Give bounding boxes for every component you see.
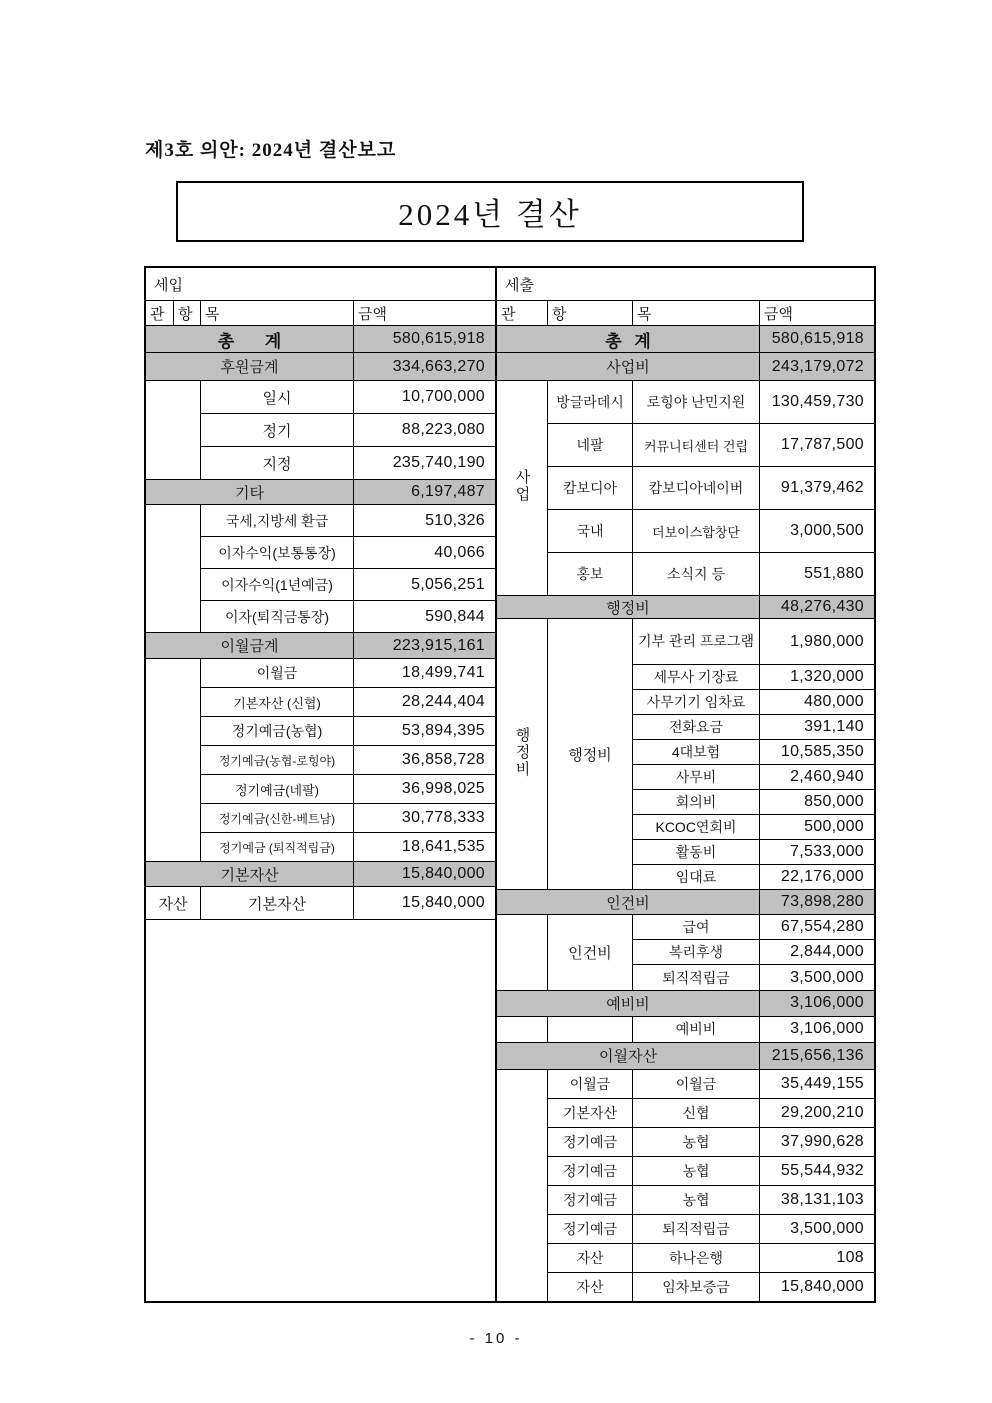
cell-amount: 10,700,000 [354,381,496,414]
cell-amount: 1,320,000 [760,665,875,690]
income-column-header-row [146,301,496,326]
cell-amount: 590,844 [354,601,496,633]
cell-amount: 55,544,932 [760,1156,875,1185]
cell-mok: 하나은행 [633,1243,760,1272]
cell-mok: 국세,지방세 환급 [201,505,354,537]
col-header-mok: 목 [633,301,760,326]
cell-amount: 88,223,080 [354,414,496,447]
cell-amount: 130,459,730 [760,381,875,424]
cell-mok: KCOC연회비 [633,815,760,840]
expense-subtotal-row [497,353,875,381]
empty-cell [146,659,201,862]
cell-amount: 37,990,628 [760,1127,875,1156]
col-header-mok: 목 [201,301,354,326]
cell-amount: 53,894,395 [354,717,496,746]
table-row [146,381,496,414]
cell-hang: 정기예금 [548,1214,633,1243]
cell-amount: 35,449,155 [760,1069,875,1098]
subtotal-label: 행정비 [497,596,760,619]
cell-amount: 850,000 [760,790,875,815]
expense-section-label: 세출 [497,268,875,301]
expense-table [496,267,875,1302]
cell-mok: 이자수익(1년예금) [201,569,354,601]
cell-mok: 이월금 [633,1069,760,1098]
col-header-hang: 항 [548,301,633,326]
cell-gwan-vertical [497,381,548,596]
filler-row [146,920,496,1302]
page-title: 2024년 결산 [398,197,582,232]
cell-hang: 이월금 [548,1069,633,1098]
cell-mok: 예비비 [633,1016,760,1042]
cell-mok: 사무비 [633,765,760,790]
table-row [497,510,875,553]
table-row [497,1127,875,1156]
table-row [497,1069,875,1098]
cell-mok: 정기예금(네팔) [201,775,354,804]
table-row [497,467,875,510]
subtotal-amount: 243,179,072 [760,353,875,381]
cell-amount: 29,200,210 [760,1098,875,1127]
cell-amount: 30,778,333 [354,804,496,833]
cell-amount: 5,056,251 [354,569,496,601]
total-label: 총 계 [497,326,760,353]
expense-subtotal-row [497,991,875,1016]
cell-amount: 3,106,000 [760,1016,875,1042]
col-header-amount: 금액 [760,301,875,326]
total-amount: 580,615,918 [760,326,875,353]
expense-total-row [497,326,875,353]
cell-hang: 정기예금 [548,1156,633,1185]
cell-amount: 40,066 [354,537,496,569]
cell-hang: 자산 [548,1272,633,1301]
cell-mok: 정기예금(농협) [201,717,354,746]
cell-mok: 4대보험 [633,740,760,765]
expense-column-header-row [497,301,875,326]
cell-mok: 농협 [633,1127,760,1156]
table-row [497,1156,875,1185]
cell-hang: 자산 [548,1243,633,1272]
cell-amount: 36,858,728 [354,746,496,775]
table-row [497,381,875,424]
cell-amount: 2,460,940 [760,765,875,790]
cell-hang: 기본자산 [548,1098,633,1127]
col-header-hang: 항 [174,301,201,326]
col-header-gwan: 관 [497,301,548,326]
subtotal-amount: 6,197,487 [354,480,496,505]
cell-mok: 일시 [201,381,354,414]
empty-cell [146,505,201,633]
cell-amount: 28,244,404 [354,688,496,717]
subtotal-amount: 3,106,000 [760,991,875,1016]
subtotal-amount: 48,276,430 [760,596,875,619]
cell-amount: 3,000,500 [760,510,875,553]
cell-mok: 이월금 [201,659,354,688]
cell-mok: 캄보디아네이버 [633,467,760,510]
cell-mok: 농협 [633,1156,760,1185]
cell-mok: 더보이스합창단 [633,510,760,553]
gwan-label: 행정비 [513,726,531,778]
subtotal-amount: 334,663,270 [354,353,496,381]
cell-hang: 캄보디아 [548,467,633,510]
cell-mok: 소식지 등 [633,553,760,596]
cell-amount: 7,533,000 [760,840,875,865]
cell-amount: 18,641,535 [354,833,496,862]
page-number: - 10 - [469,1330,523,1347]
cell-amount: 10,585,350 [760,740,875,765]
subtotal-amount: 215,656,136 [760,1042,875,1069]
cell-mok: 복리후생 [633,940,760,965]
subtotal-label: 기타 [146,480,354,505]
income-subtotal-row [146,633,496,659]
cell-mok: 기본자산 (신협) [201,688,354,717]
table-row [146,659,496,688]
cell-amount: 17,787,500 [760,424,875,467]
total-amount: 580,615,918 [354,326,496,353]
table-row [497,1098,875,1127]
cell-mok: 퇴직적립금 [633,1214,760,1243]
income-section-label: 세입 [146,268,496,301]
income-subtotal-row [146,480,496,505]
cell-amount: 1,980,000 [760,619,875,665]
empty-cell [548,1016,633,1042]
subtotal-label: 인건비 [497,890,760,915]
cell-amount: 15,840,000 [354,887,496,920]
table-row [497,424,875,467]
table-row [497,1214,875,1243]
cell-mok: 기본자산 [201,887,354,920]
cell-amount: 3,500,000 [760,965,875,991]
cell-mok: 지정 [201,447,354,480]
expense-subtotal-row [497,596,875,619]
cell-amount: 22,176,000 [760,865,875,890]
income-section-row [146,268,496,301]
cell-mok: 세무사 기장료 [633,665,760,690]
cell-mok: 활동비 [633,840,760,865]
table-row [497,1016,875,1042]
cell-amount: 91,379,462 [760,467,875,510]
cell-mok: 퇴직적립금 [633,965,760,991]
title-box [176,181,804,242]
table-row [497,915,875,940]
cell-amount: 67,554,280 [760,915,875,940]
cell-mok: 정기예금(농협-로힝야) [201,746,354,775]
cell-mok: 이자수익(보통통장) [201,537,354,569]
income-table [145,267,496,1302]
cell-mok: 사무기기 임차료 [633,690,760,715]
subtotal-label: 사업비 [497,353,760,381]
empty-cell [497,915,548,991]
cell-amount: 3,500,000 [760,1214,875,1243]
subtotal-amount: 223,915,161 [354,633,496,659]
col-header-gwan: 관 [146,301,174,326]
cell-mok: 농협 [633,1185,760,1214]
cell-mok: 커뮤니티센터 건립 [633,424,760,467]
cell-mok: 이자(퇴직금통장) [201,601,354,633]
subtotal-label: 예비비 [497,991,760,1016]
cell-amount: 235,740,190 [354,447,496,480]
cell-amount: 551,880 [760,553,875,596]
cell-amount: 18,499,741 [354,659,496,688]
empty-cell [497,1016,548,1042]
cell-mok: 임대료 [633,865,760,890]
cell-hang: 홍보 [548,553,633,596]
cell-mok: 정기 [201,414,354,447]
cell-mok: 로힝야 난민지원 [633,381,760,424]
expense-section-row [497,268,875,301]
cell-hang: 네팔 [548,424,633,467]
cell-hang: 정기예금 [548,1185,633,1214]
empty-cell [146,920,496,1302]
cell-hang: 정기예금 [548,1127,633,1156]
cell-hang: 인건비 [548,915,633,991]
total-label: 총 계 [146,326,354,353]
cell-amount: 391,140 [760,715,875,740]
cell-amount: 500,000 [760,815,875,840]
col-header-amount: 금액 [354,301,496,326]
cell-mok: 기부 관리 프로그램 [633,619,760,665]
income-total-row [146,326,496,353]
cell-mok: 급여 [633,915,760,940]
subtotal-label: 후원금계 [146,353,354,381]
empty-cell [146,381,201,480]
expense-subtotal-row [497,890,875,915]
subtotal-amount: 73,898,280 [760,890,875,915]
cell-amount: 38,131,103 [760,1185,875,1214]
cell-amount: 15,840,000 [760,1272,875,1301]
cell-mok: 정기예금 (퇴직적립금) [201,833,354,862]
table-row [146,887,496,920]
table-row [497,1272,875,1301]
cell-mok: 정기예금(신한-베트남) [201,804,354,833]
table-row [497,1185,875,1214]
cell-mok: 회의비 [633,790,760,815]
subtotal-label: 이월금계 [146,633,354,659]
budget-table [144,266,876,1303]
cell-mok: 신협 [633,1098,760,1127]
document-heading: 제3호 의안: 2024년 결산보고 [145,140,397,161]
gwan-label: 사업 [513,469,531,504]
cell-amount: 510,326 [354,505,496,537]
subtotal-label: 이월자산 [497,1042,760,1069]
cell-hang: 행정비 [548,619,633,890]
income-subtotal-row [146,353,496,381]
table-row [497,553,875,596]
table-row [497,619,875,665]
subtotal-label: 기본자산 [146,862,354,887]
expense-subtotal-row [497,1042,875,1069]
cell-mok: 임차보증금 [633,1272,760,1301]
cell-amount: 2,844,000 [760,940,875,965]
cell-hang: 국내 [548,510,633,553]
cell-amount: 36,998,025 [354,775,496,804]
cell-gwan: 자산 [146,887,201,920]
cell-gwan-vertical [497,619,548,890]
table-row [497,1243,875,1272]
cell-amount: 480,000 [760,690,875,715]
cell-mok: 전화요금 [633,715,760,740]
cell-hang: 방글라데시 [548,381,633,424]
income-subtotal-row [146,862,496,887]
table-row [146,505,496,537]
empty-cell [497,1069,548,1301]
subtotal-amount: 15,840,000 [354,862,496,887]
cell-amount: 108 [760,1243,875,1272]
